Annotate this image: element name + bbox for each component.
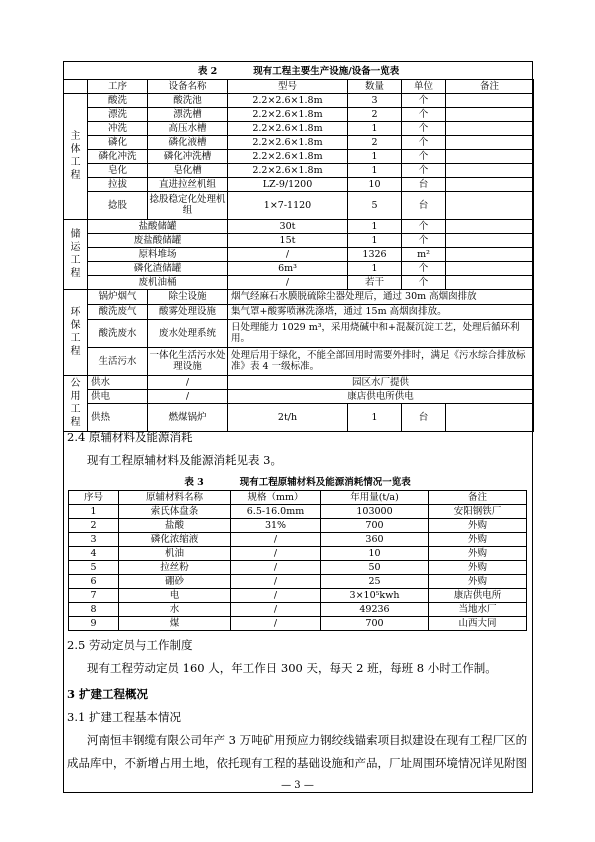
cell: 6m³	[228, 261, 348, 275]
cell	[446, 135, 534, 149]
cell: 磷化冲洗	[88, 149, 148, 163]
table-row	[64, 177, 534, 191]
cell: 康店供电所供电	[228, 389, 534, 403]
cell: 2	[348, 107, 402, 121]
group-label-main-engineering: 主 体 工 程	[64, 93, 88, 219]
table-3-materials	[68, 476, 527, 631]
cell: 酸雾处理设施	[148, 304, 228, 319]
section-2-5-paragraph: 现有工程劳动定员 160 人，年工作日 300 天，每天 2 班，每班 8 小时工作制。	[87, 661, 497, 675]
cell: 废机油桶	[88, 275, 228, 289]
cell	[446, 163, 534, 177]
table-3-header-cell: 备注	[429, 490, 527, 504]
cell: 1	[348, 233, 402, 247]
cell: 电	[119, 588, 231, 602]
cell: 山西大同	[429, 616, 527, 630]
cell: 处理后用于绿化，不能全部回用时需要外排时，满足《污水综合排放标准》表 4 一级标准。	[228, 347, 534, 375]
cell: 1	[348, 121, 402, 135]
table-3-header-cell: 规格（mm）	[231, 490, 321, 504]
cell: /	[228, 247, 348, 261]
cell: 磷化冲洗槽	[148, 149, 228, 163]
cell: 酸洗	[88, 93, 148, 107]
table-2-corner-cell	[64, 79, 88, 93]
table-3-header-cell: 年用量(t/a)	[321, 490, 429, 504]
cell: 供电	[88, 389, 148, 403]
table-row	[64, 275, 534, 289]
table-row	[64, 403, 534, 431]
cell: 1	[348, 219, 402, 233]
cell	[446, 247, 534, 261]
cell: 除尘设施	[148, 289, 228, 304]
cell: 日处理能力 1029 m³，采用烧碱中和+混凝沉淀工艺，处理后循环利用。	[228, 319, 534, 347]
cell: 49236	[321, 602, 429, 616]
cell: 2.2×2.6×1.8m	[228, 149, 348, 163]
cell: 700	[321, 518, 429, 532]
cell: 安阳钢铁厂	[429, 504, 527, 518]
cell: 1	[69, 504, 119, 518]
cell: 酸洗废水	[88, 319, 148, 347]
cell: 索氏体盘条	[119, 504, 231, 518]
section-3-1-paragraph-line-2: 成品库中，不新增占用土地，依托现有工程的基础设施和产品，厂址周围环境情况详见附图	[67, 756, 527, 770]
section-3-1-paragraph-line-1: 河南恒丰钢缆有限公司年产 3 万吨矿用预应力钢绞线锚索项目拟建设在现有工程厂区的	[87, 733, 528, 747]
table-3-header-cell: 序号	[69, 490, 119, 504]
cell	[446, 191, 534, 219]
table-2-header-cell: 数量	[348, 79, 402, 93]
table-row	[64, 149, 534, 163]
cell: 1	[348, 163, 402, 177]
cell: 废盐酸储罐	[88, 233, 228, 247]
cell: 个	[402, 233, 446, 247]
group-label-environmental: 环 保 工 程	[64, 289, 88, 375]
cell: 30t	[228, 219, 348, 233]
table-row	[69, 504, 527, 518]
cell: 外购	[429, 560, 527, 574]
cell: 个	[402, 163, 446, 177]
cell: /	[231, 588, 321, 602]
table-2-header-row	[64, 79, 534, 93]
section-2-4-paragraph: 现有工程原辅材料及能源消耗见表 3。	[87, 453, 282, 467]
cell: /	[231, 532, 321, 546]
cell: 拉拔	[88, 177, 148, 191]
cell: 个	[402, 149, 446, 163]
cell: 外购	[429, 532, 527, 546]
cell: 供水	[88, 375, 148, 389]
table-2-caption-row	[64, 65, 534, 79]
table-2-caption-title: 现有工程主要生产设施/设备一览表	[253, 66, 400, 78]
cell: 25	[321, 574, 429, 588]
section-2-4-heading: 2.4 原辅材料及能源消耗	[67, 430, 193, 444]
cell: 盐酸	[119, 518, 231, 532]
cell	[446, 275, 534, 289]
cell: 煤	[119, 616, 231, 630]
cell: 高压水槽	[148, 121, 228, 135]
cell: 2.2×2.6×1.8m	[228, 135, 348, 149]
table-row	[64, 191, 534, 219]
cell: 漂洗	[88, 107, 148, 121]
cell: 漂洗槽	[148, 107, 228, 121]
cell: 6	[69, 574, 119, 588]
cell: 酸洗废气	[88, 304, 148, 319]
cell: 外购	[429, 574, 527, 588]
cell: 3	[69, 532, 119, 546]
cell: 捻股	[88, 191, 148, 219]
cell: 酸洗池	[148, 93, 228, 107]
cell: 废水处理系统	[148, 319, 228, 347]
table-3-caption	[69, 476, 527, 490]
cell: 1	[348, 261, 402, 275]
table-3-caption-title: 现有工程原辅材料及能源消耗情况一览表	[239, 477, 411, 489]
table-row	[69, 574, 527, 588]
cell	[446, 107, 534, 121]
cell: 2.2×2.6×1.8m	[228, 121, 348, 135]
table-2-caption	[64, 65, 534, 79]
table-row	[69, 518, 527, 532]
table-row	[64, 121, 534, 135]
table-2-header-cell: 备注	[446, 79, 534, 93]
cell: 7	[69, 588, 119, 602]
table-row	[64, 93, 534, 107]
cell: 103000	[321, 504, 429, 518]
table-2-header-cell: 型号	[228, 79, 348, 93]
cell: 5	[348, 191, 402, 219]
cell	[446, 233, 534, 247]
cell	[446, 261, 534, 275]
cell: 4	[69, 546, 119, 560]
cell: /	[148, 389, 228, 403]
cell: 捻股稳定化处理机组	[148, 191, 228, 219]
cell: 磷化浓缩液	[119, 532, 231, 546]
cell	[446, 177, 534, 191]
table-row	[64, 107, 534, 121]
cell: 锅炉烟气	[88, 289, 148, 304]
table-row	[64, 375, 534, 389]
table-row	[64, 319, 534, 347]
cell: 供热	[88, 403, 148, 431]
cell: 个	[402, 93, 446, 107]
cell: 15t	[228, 233, 348, 247]
cell: 若干	[348, 275, 402, 289]
cell	[446, 149, 534, 163]
table-3-caption-row	[69, 476, 527, 490]
cell: 个	[402, 135, 446, 149]
cell: 6.5-16.0mm	[231, 504, 321, 518]
cell: 360	[321, 532, 429, 546]
cell: 2.2×2.6×1.8m	[228, 93, 348, 107]
table-row	[64, 219, 534, 233]
page-number: — 3 —	[281, 780, 314, 791]
group-label-storage-transport: 储 运 工 程	[64, 219, 88, 289]
cell: 31%	[231, 518, 321, 532]
section-2-5-heading: 2.5 劳动定员与工作制度	[67, 638, 193, 652]
cell: 1×7-1120	[228, 191, 348, 219]
cell: /	[231, 560, 321, 574]
table-row	[64, 389, 534, 403]
table-row	[64, 247, 534, 261]
cell	[446, 219, 534, 233]
cell: 燃煤锅炉	[148, 403, 228, 431]
cell: 1	[348, 403, 402, 431]
cell: 9	[69, 616, 119, 630]
cell: 冲洗	[88, 121, 148, 135]
table-row	[69, 546, 527, 560]
cell: 台	[402, 191, 446, 219]
cell: 盐酸储罐	[88, 219, 228, 233]
table-row	[69, 588, 527, 602]
table-row	[69, 616, 527, 630]
cell: LZ-9/1200	[228, 177, 348, 191]
group-label-utilities: 公 用 工 程	[64, 375, 88, 431]
cell: /	[231, 574, 321, 588]
cell: 磷化渣储罐	[88, 261, 228, 275]
cell: 园区水厂提供	[228, 375, 534, 389]
table-row	[64, 304, 534, 319]
cell: 拉丝粉	[119, 560, 231, 574]
table-2-caption-number: 表 2	[197, 66, 218, 78]
table-row	[69, 602, 527, 616]
cell: /	[231, 616, 321, 630]
cell: /	[148, 375, 228, 389]
cell: 10	[348, 177, 402, 191]
cell: 水	[119, 602, 231, 616]
cell: 硼砂	[119, 574, 231, 588]
table-row	[64, 347, 534, 375]
cell: /	[228, 275, 348, 289]
cell: 700	[321, 616, 429, 630]
cell: 2t/h	[228, 403, 348, 431]
table-2-header-cell: 工序	[88, 79, 148, 93]
table-2-header-cell: 设备名称	[148, 79, 228, 93]
cell: 皂化槽	[148, 163, 228, 177]
cell: 个	[402, 219, 446, 233]
cell: 台	[402, 403, 446, 431]
section-3-1-heading: 3.1 扩建工程基本情况	[67, 710, 181, 724]
table-3-header-row	[69, 490, 527, 504]
cell	[446, 93, 534, 107]
cell: 3	[348, 93, 402, 107]
cell	[446, 403, 534, 431]
cell: 直进拉丝机组	[148, 177, 228, 191]
table-3-header-cell: 原辅材料名称	[119, 490, 231, 504]
cell: /	[231, 602, 321, 616]
cell: 台	[402, 177, 446, 191]
cell: 康店供电所	[429, 588, 527, 602]
cell: 皂化	[88, 163, 148, 177]
cell: 个	[402, 261, 446, 275]
section-3-heading: 3 扩建工程概况	[67, 687, 149, 701]
cell: 8	[69, 602, 119, 616]
table-row	[64, 135, 534, 149]
cell: 个	[402, 275, 446, 289]
table-2-facilities	[63, 65, 534, 432]
cell: 2	[69, 518, 119, 532]
table-row	[64, 163, 534, 177]
cell: 10	[321, 546, 429, 560]
table-2-header-cell: 单位	[402, 79, 446, 93]
cell: /	[231, 546, 321, 560]
cell: m²	[402, 247, 446, 261]
table-3-caption-number: 表 3	[184, 477, 204, 489]
cell: 机油	[119, 546, 231, 560]
cell: 1	[348, 149, 402, 163]
cell: 集气罩+酸雾喷淋洗涤塔，通过 15m 高烟囱排放。	[228, 304, 534, 319]
cell: 外购	[429, 518, 527, 532]
cell: 烟气经麻石水膜脱硫除尘器处理后，通过 30m 高烟囱排放	[228, 289, 534, 304]
table-row	[64, 261, 534, 275]
cell	[446, 121, 534, 135]
cell: 个	[402, 121, 446, 135]
cell: 2.2×2.6×1.8m	[228, 107, 348, 121]
cell: 生活污水	[88, 347, 148, 375]
cell: 外购	[429, 546, 527, 560]
cell: 磷化	[88, 135, 148, 149]
table-row	[64, 233, 534, 247]
cell: 原料堆场	[88, 247, 228, 261]
cell: 磷化液槽	[148, 135, 228, 149]
cell: 2	[348, 135, 402, 149]
cell: 1326	[348, 247, 402, 261]
table-row	[69, 532, 527, 546]
cell: 个	[402, 107, 446, 121]
cell: 2.2×2.6×1.8m	[228, 163, 348, 177]
cell: 50	[321, 560, 429, 574]
table-row	[69, 560, 527, 574]
table-row	[64, 289, 534, 304]
cell: 3×10⁵kwh	[321, 588, 429, 602]
cell: 5	[69, 560, 119, 574]
cell: 当地水厂	[429, 602, 527, 616]
cell: 一体化生活污水处理设施	[148, 347, 228, 375]
